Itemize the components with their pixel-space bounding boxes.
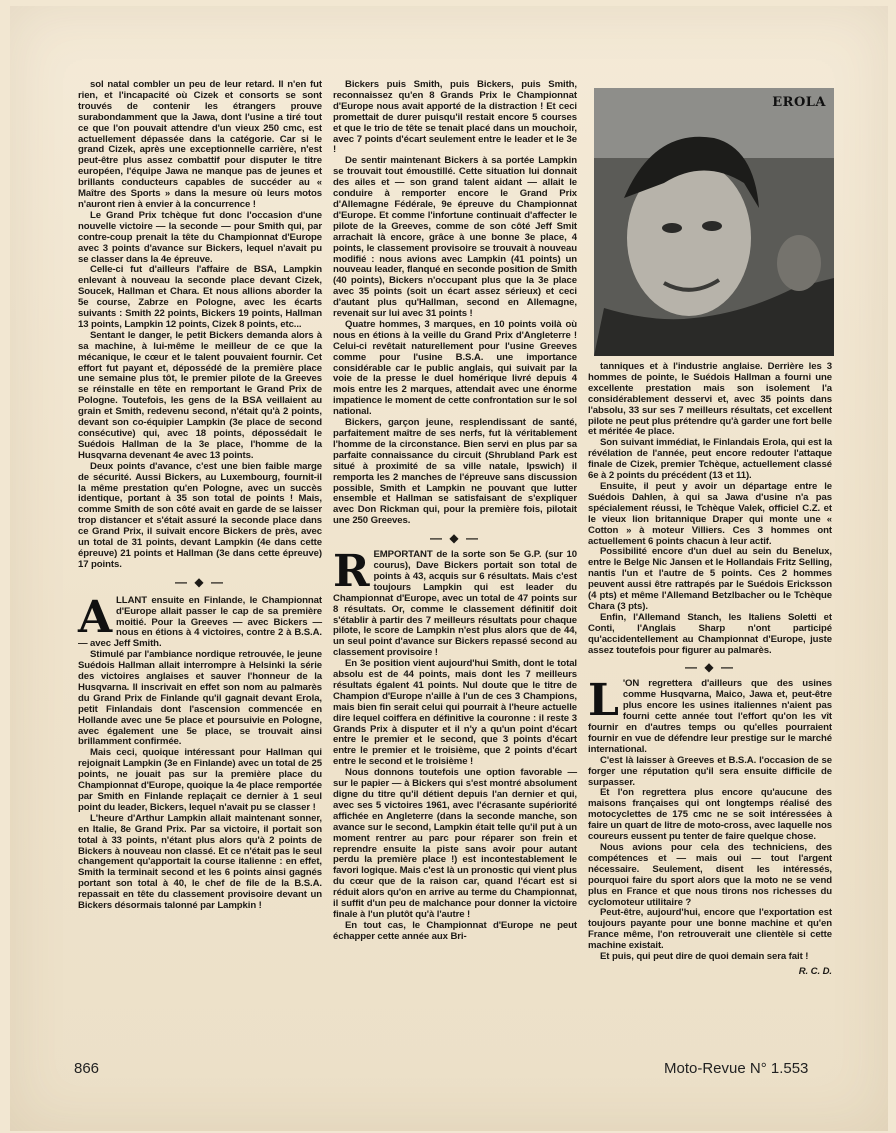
article-paragraph: Peut-être, aujourd'hui, encore que l'exportation est toujours payante pour une bonne machine et qu'en France même, l'on retrouverait une clientèle si cette machine existait. xyxy=(588,907,832,952)
col3-section-2 xyxy=(588,675,832,977)
col2-section-2 xyxy=(333,546,577,943)
article-paragraph: L'heure d'Arthur Lampkin allait maintenant sonner, en Italie, 8e Grand Prix. Par sa victoire, il portait son total à 33 points, n'étant plus alors qu'à 2 points de Bickers à nouveau non classé. Et ce n'était pas le seul changement qu'apportait la course italienne : en effet, Smith la terminait second et les 6 points ainsi gagnés portant son total à 40, le chef de file de la B.S.A. repassait en tête du classement provisoire devant un Bickers désormais talonné par Lampkin ! xyxy=(78,812,322,912)
article-paragraph: Mais ceci, quoique intéressant pour Hallman qui rejoignait Lampkin (3e en Finlande) avec un total de 25 points, ne jouait pas sur la première place du Championnat d'Europe, quoique la 4e place remportée par Smith en Finlande replaçait ce dernier à 1 seul point du leader, Bickers, lequel n'avait pu se classer ! xyxy=(78,747,322,813)
page-number: 866 xyxy=(74,1060,100,1077)
section-divider: — ◆ — xyxy=(430,531,480,546)
article-paragraph: Nous avions pour cela des techniciens, des compétences et — mais oui — tout l'argent nécessaire. Seulement, disent les intéressés, pourquoi faire du sport alors que la moto ne se vend plus en France et que nous tirons nos richesses du cyclomoteur utilitaire ? xyxy=(588,841,832,908)
photo-caption: EROLA xyxy=(772,95,826,110)
article-paragraph: Sentant le danger, le petit Bickers demanda alors à sa machine, à lui-même le meilleur de ce que la mécanique, le cœur et le talent pouvaient fournir. Cet effort fut payant et, dépossédé de la première place une semaine plus tôt, le premier pilote de la Greeves se réinstalle en tête en remportant le Grand Prix de Pologne. Toutefois, les gens de la BSA veillaient au grain et Smith, redevenu second, n'était qu'à 2 points, devant son co-équipier Lampkin (3e place de second consécutive) qui, avec 18 points, dépossédait le Suédois Hallman de la 3e place, l'homme de la Husqvarna devenant 4e avec 13 points. xyxy=(78,329,322,461)
col1-section-2 xyxy=(78,591,322,912)
article-paragraph: LLANT ensuite en Finlande, le Championnat d'Europe allait passer le cap de sa première moitié. Pour la Greeves — avec Bickers — nous en étions à 4 victoires, contre 2 à B.S.A. — avec Jeff Smith. xyxy=(78,594,322,650)
article-paragraph: Deux points d'avance, c'est une bien faible marge de sécurité. Aussi Bickers, au Luxembourg, fournit-il la même prestation qu'en Pologne, avec un succès identique, portant à 35 son total de points ! Mais, comme Smith de son côté avait en garde de se laisser trop distancer et s'était assuré la seconde place dans ce Grand Prix, il suivait encore Bickers de près, avec un total de 31 points, devant Lampkin (4e dans cette épreuve) 21 points et Hallman (3e dans cette épreuve) 17 points. xyxy=(78,460,322,570)
section-divider: — ◆ — xyxy=(685,660,735,675)
drop-cap: L xyxy=(588,675,619,727)
col2-section-1 xyxy=(333,80,577,527)
article-paragraph: EMPORTANT de la sorte son 5e G.P. (sur 10 courus), Dave Bickers portait son total de points à 43, acquis sur 6 résultats. Mais c'est toujours Lampkin qui est leader du Championnat d'Europe, avec un total de 47 points sur 8 résultats. Or, comme le classement définitif doit s'établir à partir des 7 meilleurs résultats pour chaque pilote, le score de Lampkin n'est plus alors que de 44, un seul point d'avance sur Bickers repassé second au classement provisoire ! xyxy=(333,549,577,659)
article-column-3 xyxy=(588,362,832,978)
article-paragraph: Le Grand Prix tchèque fut donc l'occasion d'une nouvelle victoire — la seconde — pour Smith qui, par contre-coup prenait la tête du Championnat d'Europe avec 3 points d'avance sur Bickers, lequel n'avait pu se classer dans la 4e épreuve. xyxy=(78,209,322,265)
rider-photo xyxy=(594,88,834,356)
article-paragraph: En 3e position vient aujourd'hui Smith, dont le total absolu est de 44 points, mais dont les 7 meilleurs résultats égalent 41 points. Nul doute que le titre de Champion d'Europe n'aille à l'un de ces 3 Champions, mais bien fin serait celui qui pourrait à l'heure actuelle dire lequel coiffera en définitive la couronne : il reste 3 Grands Prix à disputer et il n'y a qu'un point d'écart entre le premier et le second, que 3 points d'écart entre le premier et le troisième, que 2 points d'écart entre le second et le troisième ! xyxy=(333,658,577,768)
article-paragraph: Stimulé par l'ambiance nordique retrouvée, le jeune Suédois Hallman allait interrompre à Helsinki la série des victoires anglaises et sauver l'honneur de la Husqvarna. Il inscrivait en effet son nom au palmarès du Grand Prix de Finlande qu'il gagnait devant Erola, petit Finlandais dont l'ascension commencée en Hollande avec une 5e place et poursuivie en Pologne, avec également une 5e place, se trouvait ainsi brillamment confirmée. xyxy=(78,649,322,748)
col1-section-1 xyxy=(78,80,322,571)
article-paragraph: Bickers, garçon jeune, resplendissant de santé, parfaitement maître de ses nerfs, fut là véritablement l'homme de la circonstance. Bien servi en plus par sa parfaite connaissance du circuit (Shrubland Park est situé à proximité de sa ville natale, Ipswich) il remporta les 2 manches de l'épreuve sans discussion possible, Smith et Lampkin ne pouvant que lutter ensemble et Hallman se satisfaisant de s'expliquer avec Don Rickman qui, pour la première fois, pilotait une 250 Greeves. xyxy=(333,417,577,527)
col3-section-1 xyxy=(588,362,832,656)
article-paragraph: Et l'on regrettera plus encore qu'aucune des maisons françaises qui ont longtemps réalisé des motocyclettes de 175 cmc ne se soit intéressées à faire un quart de litre de moto-cross, avec laquelle nos coureurs eussent pu tenter de faire quelque chose. xyxy=(588,787,832,843)
drop-cap: R xyxy=(333,546,370,598)
article-paragraph: sol natal combler un peu de leur retard. Il n'en fut rien, et l'incapacité où Cizek et consorts se sont trouvés de contenir les étrangers prouve surabondamment que la Jawa, dont l'usine a tiré tout ce que l'on pouvait attendre d'un vieux 250 cmc, est actuellement dépassée dans la catégorie. Car si le grand Cizek, après une exceptionnelle carrière, n'est peut-être plus assez combattif pour disputer le titre européen, l'équipe Jawa ne manque pas de jeunes et brillants conducteurs capables de succéder au « Maître des Sports » dans la mesure où leurs motos n'auront rien à envier à la concurrence ! xyxy=(78,79,322,210)
portrait-image xyxy=(594,88,834,356)
article-paragraph: Possibilité encore d'un duel au sein du Benelux, entre le Belge Nic Jansen et le Hollandais Fritz Selling, nantis l'un et l'autre de 5 points. Ces 2 hommes peuvent aussi être rattrapés par le Suédois Ericksson (4 pts) et même l'Allemand Betzlbacher ou le Tchèque Chara (3 pts). xyxy=(588,546,832,612)
article-paragraph: C'est là laisser à Greeves et B.S.A. l'occasion de se forger une réputation qu'il sera ensuite difficile de surpasser. xyxy=(588,754,832,788)
article-paragraph: tanniques et à l'industrie anglaise. Derrière les 3 hommes de pointe, le Suédois Hallman a fourni une excellente prestation mais son isolement l'a considérablement desservi et, avec 35 points dans l'absolu, 33 sur ses 7 meilleurs résultats, cet excellent pilote ne peut plus prétendre qu'à garder une fort belle et méritée 4e place. xyxy=(588,361,832,438)
magazine-issue: Moto-Revue N° 1.553 xyxy=(664,1060,809,1077)
article-paragraph: Nous donnons toutefois une option favorable — sur le papier — à Bickers qui s'est montré absolument digne du titre qu'il détient depuis l'an dernier et qui, avec ses 5 victoires 1961, avec l'écrasante supériorité affichée en Angleterre (dans la seconde manche, son avance sur le second, Lampkin était telle qu'il put à un moment rentrer au parc pour réparer son frein et reprendre ensuite la piste sans avoir pour autant perdu la première place !) est incontestablement le favori logique. Mais c'est là un pronostic qui vient plus du cœur que de la raison car, quand l'écart est si réduit alors qu'on en arrive au terme du Championnat, il suffit d'un peu de malchance pour donner la victoire finale à l'un plutôt qu'à l'autre ! xyxy=(333,767,577,920)
article-paragraph: Enfin, l'Allemand Stanch, les Italiens Soletti et Conti, l'Anglais Sharp n'ont participé qu'accidentellement au Championnat d'Europe, juste assez toutefois pour figurer au palmarès. xyxy=(588,611,832,656)
article-paragraph: Ensuite, il peut y avoir un départage entre le Suédois Dahlen, à qui sa Jawa d'usine n'a pas spécialement réussi, le Tchèque Valek, officiel C.Z. et le vieux lion britannique Draper qui monte une « Cotton » à moteur Villiers. Ces 3 hommes ont actuellement 6 points chacun à leur actif. xyxy=(588,480,832,547)
drop-cap: A xyxy=(78,591,113,643)
article-column-1 xyxy=(78,80,322,912)
section-divider: — ◆ — xyxy=(175,574,225,589)
article-paragraph: Son suivant immédiat, le Finlandais Erola, qui est la révélation de l'année, peut encore redouter l'attaque finale de Cizek, premier Tchèque, actuellement classé 6e à 2 points du précédent (13 et 11). xyxy=(588,437,832,482)
article-paragraph: Bickers puis Smith, puis Bickers, puis Smith, reconnaissez qu'en 8 Grands Prix le Championnat d'Europe nous avait apporté de la distraction ! Et ceci promettait de durer puisqu'il restait encore 5 courses et que le trio de tête se tenait placé dans un mouchoir, avec 7 points d'écart seulement entre le leader et le 3e ! xyxy=(333,79,577,156)
article-paragraph: Et puis, qui peut dire de quoi demain sera fait ! xyxy=(600,951,809,963)
article-paragraph: 'ON regrettera d'ailleurs que des usines comme Husqvarna, Maico, Jawa et, peut-être plus encore les usines italiennes n'aient pas fourni cette année tout l'effort qu'on les vît fournir en d'autres temps ou qu'elles pourraient fournir en vue de défendre leur prestige sur le marché international. xyxy=(588,678,832,755)
article-paragraph: En tout cas, le Championnat d'Europe ne peut échapper cette année aux Bri- xyxy=(333,919,577,942)
article-paragraph: De sentir maintenant Bickers à sa portée Lampkin se trouvait tout émoustillé. Cette situation lui donnait des ailes et — son grand talent aidant — allait le conduire à remporter encore le Grand Prix d'Allemagne Fédérale, 9e épreuve du Championnat d'Europe. Et comme l'infortune continuait d'affecter le pilote de la Greeves, comme de son côté Jeff Smit arrachait là encore, grâce à une bonne 3e place, 4 points, le classement provisoire se trouvait à nouveau modifié : nous avions avec Lampkin (41 points) un nouveau leader, flanqué en seconde position de Smith (40 points), Bickers n'occupant plus que la 3e place avec 35 points (soit un écart assez sérieux) et ceci d'autant plus qu'Hallman, second en Allemagne, revenait sur lui avec 31 points ! xyxy=(333,155,577,320)
article-paragraph: Quatre hommes, 3 marques, en 10 points voilà où nous en étions à la veille du Grand Prix d'Angleterre ! Celui-ci revêtait naturellement pour l'usine Greeves comme pour l'usine B.S.A. une importance considérable car le public anglais, qui suivait par la voie de la presse le duel homérique livré depuis 4 mois entre les 2 marques, attendait avec une énorme impatience le moment de cette confrontation sur le sol national. xyxy=(333,318,577,418)
article-column-2 xyxy=(333,80,577,943)
article-paragraph: Celle-ci fut d'ailleurs l'affaire de BSA, Lampkin enlevant à nouveau la seconde place devant Cizek, Soucek, Hallman et Chara. Et nous allions aborder la 5e course, Zabrze en Pologne, avec les écarts suivants : Smith 22 points, Bickers 19 points, Hallman 13 points, Lampkin 12 points, Cizek 8 points, etc... xyxy=(78,264,322,330)
author-signature: R. C. D. xyxy=(798,965,832,977)
